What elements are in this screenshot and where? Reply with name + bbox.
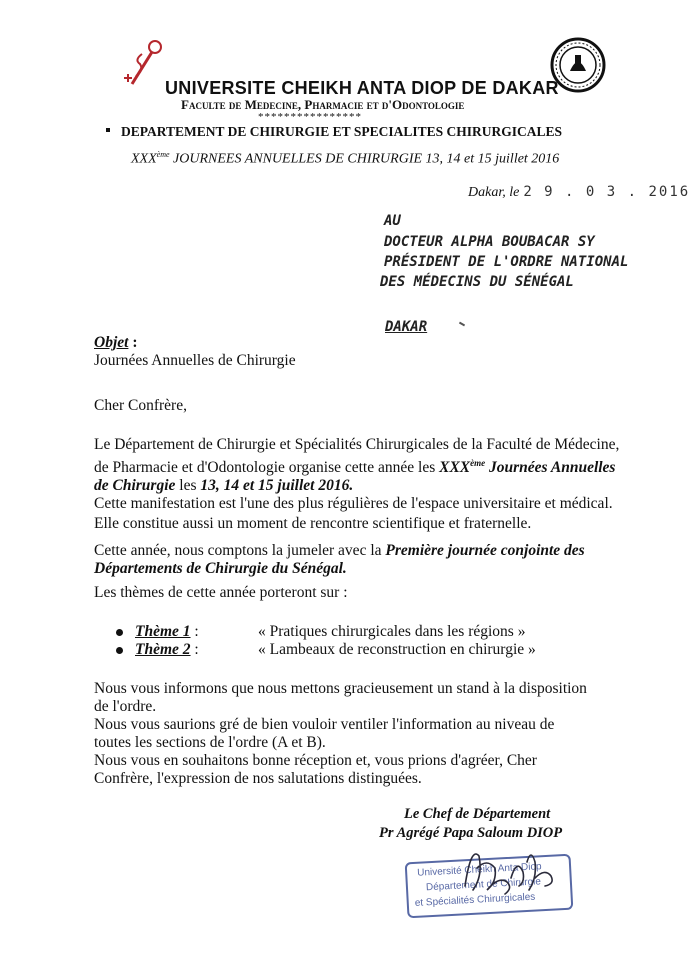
p1-line1: Le Département de Chirurgie et Spécialités Chirurgicales de la Faculté de Médecine, (94, 436, 620, 453)
stamp-line3: et Spécialités Chirurgicales (414, 891, 536, 909)
theme-1-colon: : (190, 623, 199, 640)
themes-intro: Les thèmes de cette année porteront sur : (94, 584, 348, 601)
p3-emph1: Première journée conjointe des (385, 542, 585, 559)
paragraph-1 (94, 436, 654, 513)
paragraph-2: Elle constitue aussi un moment de rencontre scientifique et fraternelle. (94, 515, 532, 532)
signature-title: Le Chef de Département (404, 806, 551, 822)
bullet-icon (116, 629, 123, 636)
theme-1-label: Thème 1 (135, 623, 191, 640)
scan-mark (106, 128, 110, 132)
p4-line6: Confrère, l'expression de nos salutations distinguées. (94, 770, 422, 787)
header-stars: **************** (258, 111, 362, 123)
object-colon: : (128, 334, 138, 351)
p4-line2: de l'ordre. (94, 698, 157, 715)
event-title-num: XXX (131, 151, 157, 167)
event-title-text: JOURNEES ANNUELLES DE CHIRURGIE 13, 14 et 15 juillet 2016 (169, 151, 560, 167)
recipient-au: AU (384, 213, 401, 229)
bullet-icon (116, 647, 123, 654)
p4-line4: toutes les sections de l'ordre (A et B). (94, 734, 326, 751)
stamp-line1: Université Cheikh Anta Diop (416, 861, 542, 879)
handwritten-signature (455, 838, 565, 908)
p1-line3-text: les (175, 477, 201, 495)
recipient-title: PRÉSIDENT DE L'ORDRE NATIONAL (384, 254, 629, 270)
theme-item-2 (116, 641, 199, 659)
recipient-name: DOCTEUR ALPHA BOUBACAR SY (384, 234, 595, 250)
object-heading (94, 334, 137, 352)
theme-2-text: « Lambeaux de reconstruction en chirurgie » (258, 641, 536, 658)
p1-line3-title: de Chirurgie (94, 477, 176, 495)
p1-line2-sup: ème (470, 458, 486, 468)
salutation: Cher Confrère, (94, 397, 187, 414)
p4-line5: Nous vous en souhaitons bonne réception et, vous prions d'agréer, Cher (94, 752, 537, 769)
stamp-line2: Département de Chirurgie (425, 876, 542, 894)
p1-line2-text: de Pharmacie et d'Odontologie organise cette année les (94, 459, 440, 477)
object-text: Journées Annuelles de Chirurgie (94, 352, 296, 369)
p1-line2-title: Journées Annuelles (485, 459, 616, 477)
date-line (468, 183, 690, 201)
ucad-logo (122, 38, 166, 88)
theme-1-text: « Pratiques chirurgicales dans les régions » (258, 623, 526, 640)
p4-line3: Nous vous saurions gré de bien vouloir ventiler l'information au niveau de (94, 716, 555, 733)
theme-2-label: Thème 2 (135, 641, 191, 658)
p3-text: Cette année, nous comptons la jumeler avec la (94, 542, 386, 559)
p1-line3-date: 13, 14 et 15 juillet 2016. (200, 477, 354, 495)
recipient-org: DES MÉDECINS DU SÉNÉGAL (380, 274, 574, 290)
date-value: 2 9 . 0 3 . 2016 (523, 184, 691, 200)
event-title (131, 150, 559, 168)
p1-line2 (94, 454, 654, 477)
p3-emph2: Départements de Chirurgie du Sénégal. (94, 560, 347, 577)
department-name: DEPARTEMENT DE CHIRURGIE ET SPECIALITES CHIRURGICALES (121, 124, 562, 139)
p1-line3 (94, 477, 654, 495)
signature-name: Pr Agrégé Papa Saloum DIOP (379, 825, 563, 841)
p3-line1 (94, 542, 585, 560)
scan-mark (459, 322, 465, 327)
recipient-city: DAKAR (385, 319, 428, 335)
paragraph-3 (94, 542, 585, 578)
theme-item-1 (116, 623, 199, 641)
theme-2-colon: : (190, 641, 199, 658)
object-label: Objet (94, 334, 129, 351)
p4-line1: Nous vous informons que nous mettons gracieusement un stand à la disposition (94, 680, 587, 697)
p1-line4: Cette manifestation est l'une des plus régulières de l'espace universitaire et médical. (94, 495, 613, 513)
event-title-sup: ème (156, 150, 170, 159)
faculty-name: Faculte de Medecine, Pharmacie et d'Odontologie (181, 97, 465, 112)
p1-line2-num: XXX (439, 459, 471, 477)
paragraph-4 (94, 680, 587, 788)
university-name: UNIVERSITE CHEIKH ANTA DIOP DE DAKAR (165, 78, 559, 98)
date-place: Dakar, le (468, 185, 520, 200)
